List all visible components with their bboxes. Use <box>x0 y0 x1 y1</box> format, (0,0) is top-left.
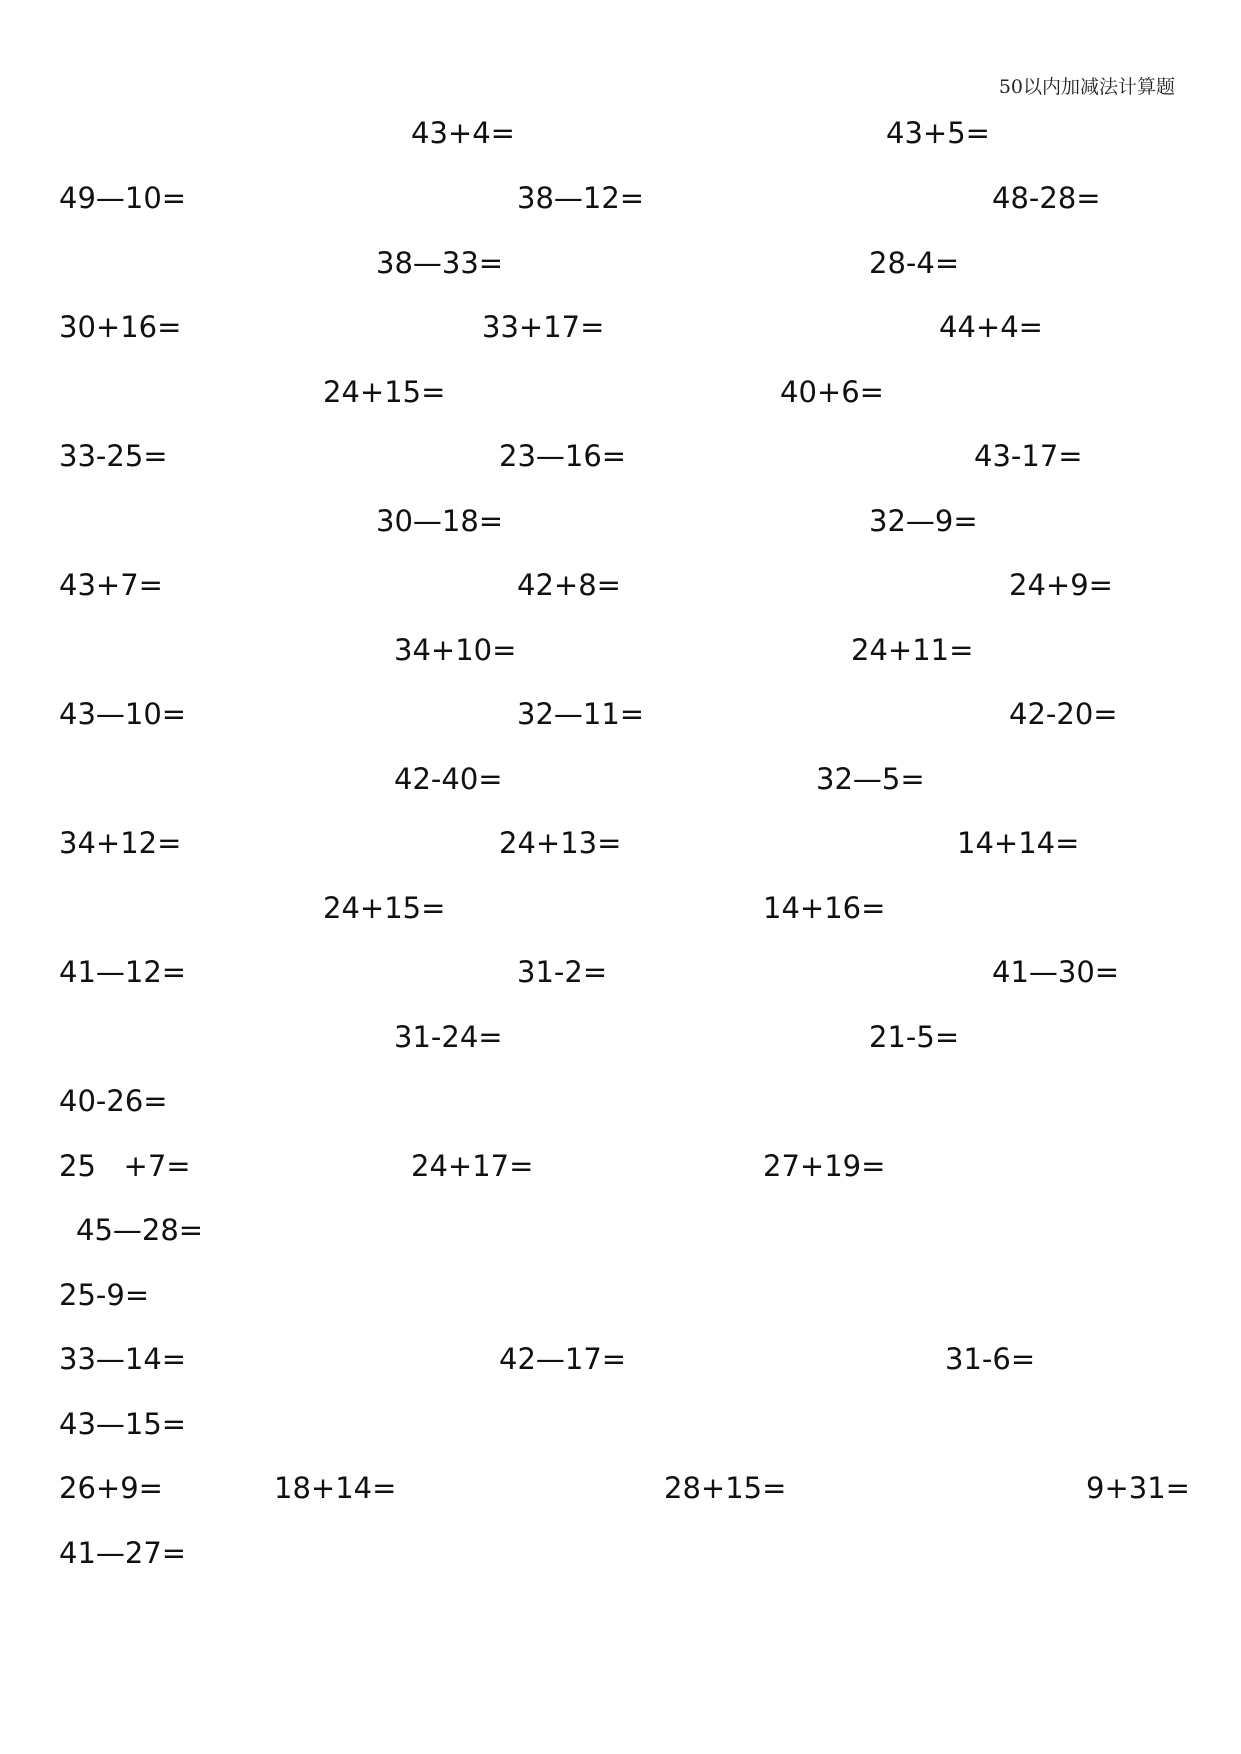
problem: 40+6= <box>780 375 884 409</box>
problem: 42+8= <box>517 568 621 602</box>
problem: 33—14= <box>59 1342 187 1376</box>
problem: 33+17= <box>482 310 605 344</box>
problem: 14+14= <box>957 826 1080 860</box>
problem: 43—15= <box>59 1407 187 1441</box>
problem: 42-40= <box>394 762 503 796</box>
problem: 43—10= <box>59 697 187 731</box>
problem: 28+15= <box>664 1471 787 1505</box>
problem: 23—16= <box>499 439 627 473</box>
problem: 32—11= <box>517 697 645 731</box>
problem: 24+15= <box>323 375 446 409</box>
problem: 14+16= <box>763 891 886 925</box>
problem: 31-6= <box>945 1342 1036 1376</box>
problem: 48-28= <box>992 181 1101 215</box>
problem: 49—10= <box>59 181 187 215</box>
problem: 38—33= <box>376 246 504 280</box>
problem: 25 +7= <box>59 1149 191 1183</box>
problem: 24+11= <box>851 633 974 667</box>
problem: 32—5= <box>816 762 925 796</box>
problem: 43+4= <box>411 116 515 150</box>
problem: 34+10= <box>394 633 517 667</box>
problem: 31-24= <box>394 1020 503 1054</box>
problem: 42-20= <box>1009 697 1118 731</box>
problem: 24+13= <box>499 826 622 860</box>
problem: 9+31= <box>1086 1471 1190 1505</box>
problem: 24+17= <box>411 1149 534 1183</box>
problem: 24+15= <box>323 891 446 925</box>
problem: 28-4= <box>869 246 960 280</box>
problem: 41—27= <box>59 1536 187 1570</box>
problem: 27+19= <box>763 1149 886 1183</box>
problem: 31-2= <box>517 955 608 989</box>
problem: 44+4= <box>939 310 1043 344</box>
problem: 18+14= <box>274 1471 397 1505</box>
problem: 25-9= <box>59 1278 150 1312</box>
problem: 45—28= <box>76 1213 204 1247</box>
problem: 43-17= <box>974 439 1083 473</box>
worksheet-title: 50以内加减法计算题 <box>998 76 1175 98</box>
problem: 21-5= <box>869 1020 960 1054</box>
problem: 33-25= <box>59 439 168 473</box>
problem: 43+5= <box>886 116 990 150</box>
problem: 41—30= <box>992 955 1120 989</box>
problem: 30—18= <box>376 504 504 538</box>
problem: 38—12= <box>517 181 645 215</box>
problem: 26+9= <box>59 1471 163 1505</box>
problem: 34+12= <box>59 826 182 860</box>
problem: 30+16= <box>59 310 182 344</box>
problem: 32—9= <box>869 504 978 538</box>
problem: 42—17= <box>499 1342 627 1376</box>
problem: 24+9= <box>1009 568 1113 602</box>
problem: 41—12= <box>59 955 187 989</box>
problem: 43+7= <box>59 568 163 602</box>
problem: 40-26= <box>59 1084 168 1118</box>
